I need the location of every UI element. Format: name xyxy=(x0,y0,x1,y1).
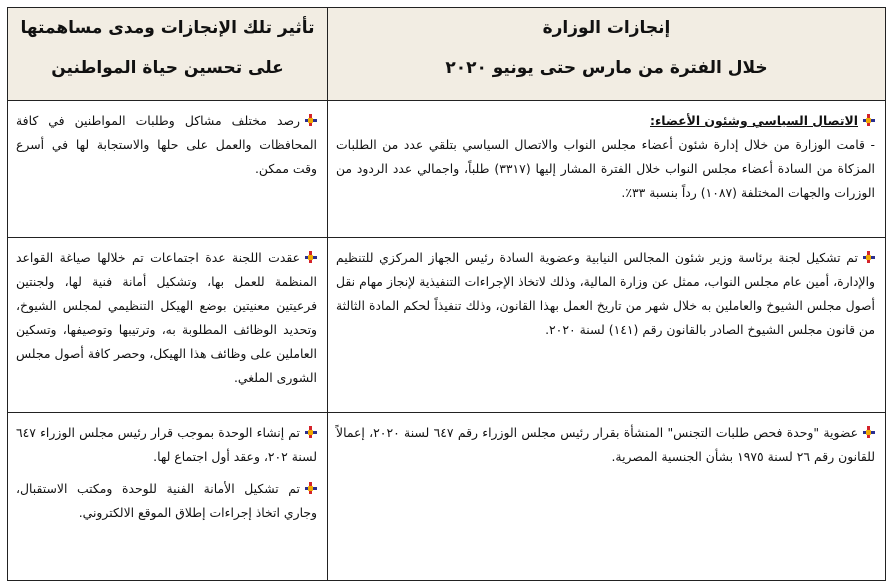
achievement-cell xyxy=(328,101,886,238)
table-row xyxy=(8,413,886,581)
impact-cell xyxy=(8,413,328,581)
impact-text: تم إنشاء الوحدة بموجب قرار رئيس مجلس الوزراء ٦٤٧ لسنة ٢٠٢، وعقد أول اجتماع لها. xyxy=(16,425,317,464)
achievement-text: عضوية "وحدة فحص طلبات التجنس" المنشأة بقرار رئيس مجلس الوزراء رقم ٦٤٧ لسنة ٢٠٢٠، إعمالاً للقانون رقم ٢٦ لسنة ١٩٧٥ بشأن الجنسية المصرية. xyxy=(336,425,875,464)
impact-text: عقدت اللجنة عدة اجتماعات تم خلالها صياغة القواعد المنظمة للعمل بها، وتشكيل أمانة فنية لها، ولجنتين فرعيتين معنيتين بوضع الهيكل التنظيمي لمجلس الشيوخ، وتحديد الوظائف المطلوبة به، وترتيبها وتوصيفها، وتسكين العاملين على وظائف هذا الهيكل، وحصر كافة أصول مجلس الشورى الملغي. xyxy=(16,250,317,385)
impact-text: تم تشكيل الأمانة الفنية للوحدة ومكتب الاستقبال، وجاري اتخاذ إجراءات إطلاق الموقع الالكتروني. xyxy=(16,481,317,520)
bullet-icon xyxy=(305,251,317,263)
bullet-icon xyxy=(305,426,317,438)
achievement-text: تم تشكيل لجنة برئاسة وزير شئون المجالس النيابية وعضوية السادة رئيس الجهاز المركزي للتنظيم والإدارة، أمين عام مجلس النواب، ممثل عن وزارة المالية، وذلك لاتخاذ الإجراءات التنفيذية لإنجاز مهام نقل أصول مجلس الشيوخ والعاملين به خلال شهر من تاريخ العمل بهذا القانون، وذلك تنفيذاً لحكم المادة الثالثة من قانون مجلس الشيوخ الصادر بالقانون رقم (١٤١) لسنة ٢٠٢٠. xyxy=(336,250,875,337)
impact-text: رصد مختلف مشاكل وطلبات المواطنين في كافة المحافظات والعمل على حلها والاستجابة لها في أسرع وقت ممكن. xyxy=(16,113,317,176)
achievement-text: - قامت الوزارة من خلال إدارة شئون أعضاء مجلس النواب والاتصال السياسي بتلقي عدد من الطلبات المزكاة من السادة أعضاء مجلس النواب خلال الفترة المشار إليها (٣٣١٧) طلباً، واجمالي عدد الردود من الوزرات والجهات المختلفة (١٠٨٧) رداً بنسبة ٣٣٪. xyxy=(336,137,875,200)
header-left-line-2: على تحسين حياة المواطنين xyxy=(51,58,284,78)
header-right-line-1: إنجازات الوزارة xyxy=(542,18,671,38)
header-achievements xyxy=(328,8,886,101)
bullet-icon xyxy=(863,426,875,438)
bullet-icon xyxy=(863,251,875,263)
bullet-icon xyxy=(305,482,317,494)
achievement-cell xyxy=(328,238,886,413)
achievement-cell xyxy=(328,413,886,581)
bullet-icon xyxy=(863,114,875,126)
bullet-icon xyxy=(305,114,317,126)
header-impact xyxy=(8,8,328,101)
section-title: الاتصال السياسي وشئون الأعضاء: xyxy=(650,113,858,128)
header-right-line-2: خلال الفترة من مارس حتى يونيو ٢٠٢٠ xyxy=(445,58,768,78)
achievements-table xyxy=(7,7,886,581)
header-row xyxy=(8,8,886,101)
header-left-line-1: تأثير تلك الإنجازات ومدى مساهمتها xyxy=(20,18,315,38)
impact-cell xyxy=(8,101,328,238)
table-row xyxy=(8,101,886,238)
impact-cell xyxy=(8,238,328,413)
table-row xyxy=(8,238,886,413)
